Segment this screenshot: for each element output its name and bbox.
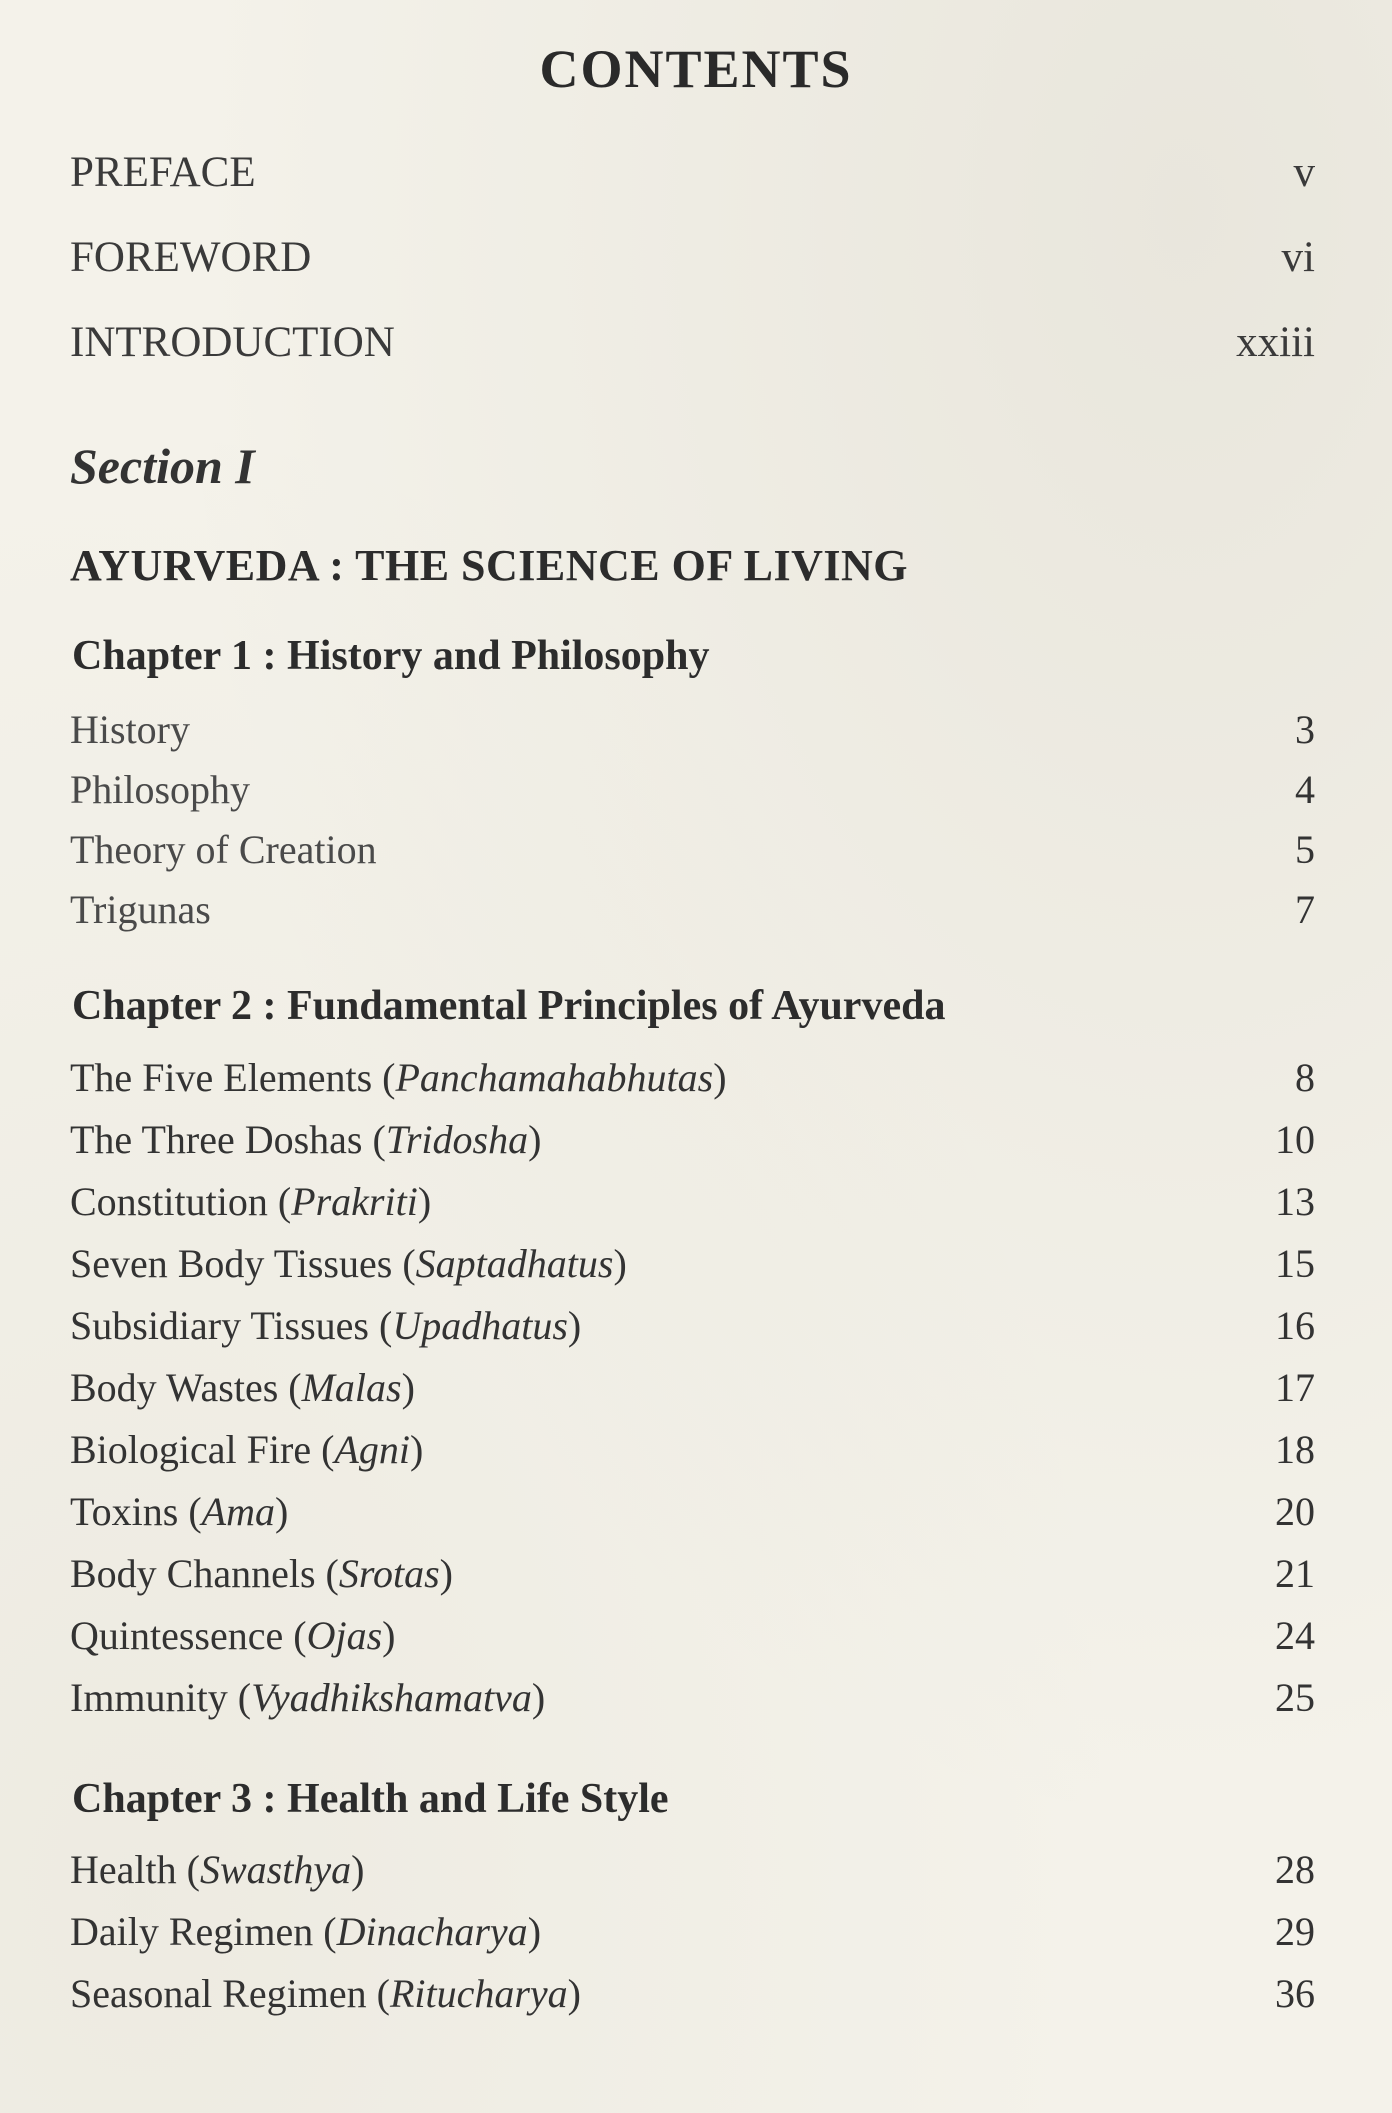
toc-page-number: v	[1293, 149, 1315, 196]
toc-page-number: 17	[1275, 1365, 1315, 1410]
chapter-heading: Chapter 3 : Health and Life Style	[72, 1776, 669, 1822]
sanskrit-term: Upadhatus	[392, 1303, 568, 1348]
toc-page-number: 4	[1295, 767, 1315, 812]
toc-entry-label: PREFACE	[70, 149, 256, 196]
toc-entry	[70, 1488, 1315, 1535]
toc-entry	[70, 1674, 1315, 1721]
toc-entry-label: FOREWORD	[70, 234, 312, 281]
toc-entry	[70, 1426, 1315, 1473]
sanskrit-term: Srotas	[338, 1551, 440, 1596]
sanskrit-term: Ritucharya	[389, 1971, 568, 2016]
toc-entry	[70, 1364, 1315, 1411]
toc-page-number: 16	[1275, 1303, 1315, 1348]
toc-entry-foreword	[70, 233, 1315, 282]
toc-page-number: 29	[1275, 1909, 1315, 1954]
section-heading: Section I	[70, 438, 255, 494]
sanskrit-term: Malas	[301, 1365, 402, 1410]
toc-entry	[70, 1970, 1315, 2017]
toc-entry-label: Daily Regimen (Dinacharya)	[70, 1909, 542, 1954]
sanskrit-term: Ojas	[306, 1613, 383, 1658]
toc-entry-label: Seven Body Tissues (Saptadhatus)	[70, 1241, 627, 1286]
toc-page-number: xxiii	[1236, 319, 1315, 366]
sanskrit-term: Prakriti	[291, 1179, 418, 1224]
toc-entry	[70, 1846, 1315, 1893]
toc-entry-label: Philosophy	[70, 767, 251, 812]
sanskrit-term: Tridosha	[385, 1117, 529, 1162]
toc-page-number: 25	[1275, 1675, 1315, 1720]
toc-entry-preface	[70, 148, 1315, 197]
toc-entry-label: Trigunas	[70, 887, 211, 932]
toc-entry-label: Body Wastes (Malas)	[70, 1365, 415, 1410]
sanskrit-term: Panchamahabhutas	[395, 1055, 714, 1100]
chapter-heading: Chapter 1 : History and Philosophy	[72, 633, 710, 679]
toc-entry-label: The Five Elements (Panchamahabhutas)	[70, 1055, 727, 1100]
toc-entry	[70, 1240, 1315, 1287]
toc-entry-label: INTRODUCTION	[70, 319, 395, 366]
toc-entry	[70, 1178, 1315, 1225]
toc-page-number: vi	[1281, 234, 1315, 281]
toc-page-number: 5	[1295, 827, 1315, 872]
toc-page-number: 36	[1275, 1971, 1315, 2016]
toc-entry	[70, 766, 1315, 813]
toc-entry-introduction	[70, 318, 1315, 367]
toc-entry-label: Biological Fire (Agni)	[70, 1427, 424, 1472]
toc-entry	[70, 1054, 1315, 1101]
toc-entry-label: The Three Doshas (Tridosha)	[70, 1117, 542, 1162]
toc-page-number: 20	[1275, 1489, 1315, 1534]
sanskrit-term: Ama	[201, 1489, 275, 1534]
toc-entry-label: History	[70, 707, 190, 752]
toc-page-number: 3	[1295, 707, 1315, 752]
toc-page-number: 24	[1275, 1613, 1315, 1658]
toc-page-number: 8	[1295, 1055, 1315, 1100]
toc-entry-label: Seasonal Regimen (Ritucharya)	[70, 1971, 581, 2016]
toc-page-number: 15	[1275, 1241, 1315, 1286]
toc-page-number: 21	[1275, 1551, 1315, 1596]
toc-entry	[70, 1302, 1315, 1349]
toc-entry-label: Theory of Creation	[70, 827, 377, 872]
toc-entry-label: Health (Swasthya)	[70, 1847, 365, 1892]
sanskrit-term: Swasthya	[199, 1847, 352, 1892]
toc-entry	[70, 1908, 1315, 1955]
toc-entry-label: Toxins (Ama)	[70, 1489, 289, 1534]
toc-page-number: 18	[1275, 1427, 1315, 1472]
part-heading: AYURVEDA : THE SCIENCE OF LIVING	[70, 541, 908, 590]
sanskrit-term: Vyadhikshamatva	[251, 1675, 532, 1720]
sanskrit-term: Dinacharya	[336, 1909, 528, 1954]
toc-entry-label: Immunity (Vyadhikshamatva)	[70, 1675, 546, 1720]
toc-entry	[70, 1116, 1315, 1163]
toc-entry	[70, 706, 1315, 753]
toc-entry	[70, 886, 1315, 933]
toc-entry-label: Quintessence (Ojas)	[70, 1613, 396, 1658]
toc-entry	[70, 826, 1315, 873]
toc-entry-label: Subsidiary Tissues (Upadhatus)	[70, 1303, 582, 1348]
toc-entry-label: Constitution (Prakriti)	[70, 1179, 432, 1224]
toc-page-number: 10	[1275, 1117, 1315, 1162]
toc-entry	[70, 1550, 1315, 1597]
page-title: CONTENTS	[539, 39, 853, 99]
toc-entry	[70, 1612, 1315, 1659]
sanskrit-term: Agni	[334, 1427, 410, 1472]
toc-entry-label: Body Channels (Srotas)	[70, 1551, 453, 1596]
sanskrit-term: Saptadhatus	[415, 1241, 614, 1286]
toc-page-number: 7	[1295, 887, 1315, 932]
toc-page-number: 13	[1275, 1179, 1315, 1224]
toc-page-number: 28	[1275, 1847, 1315, 1892]
chapter-heading: Chapter 2 : Fundamental Principles of Ayurveda	[72, 983, 946, 1029]
